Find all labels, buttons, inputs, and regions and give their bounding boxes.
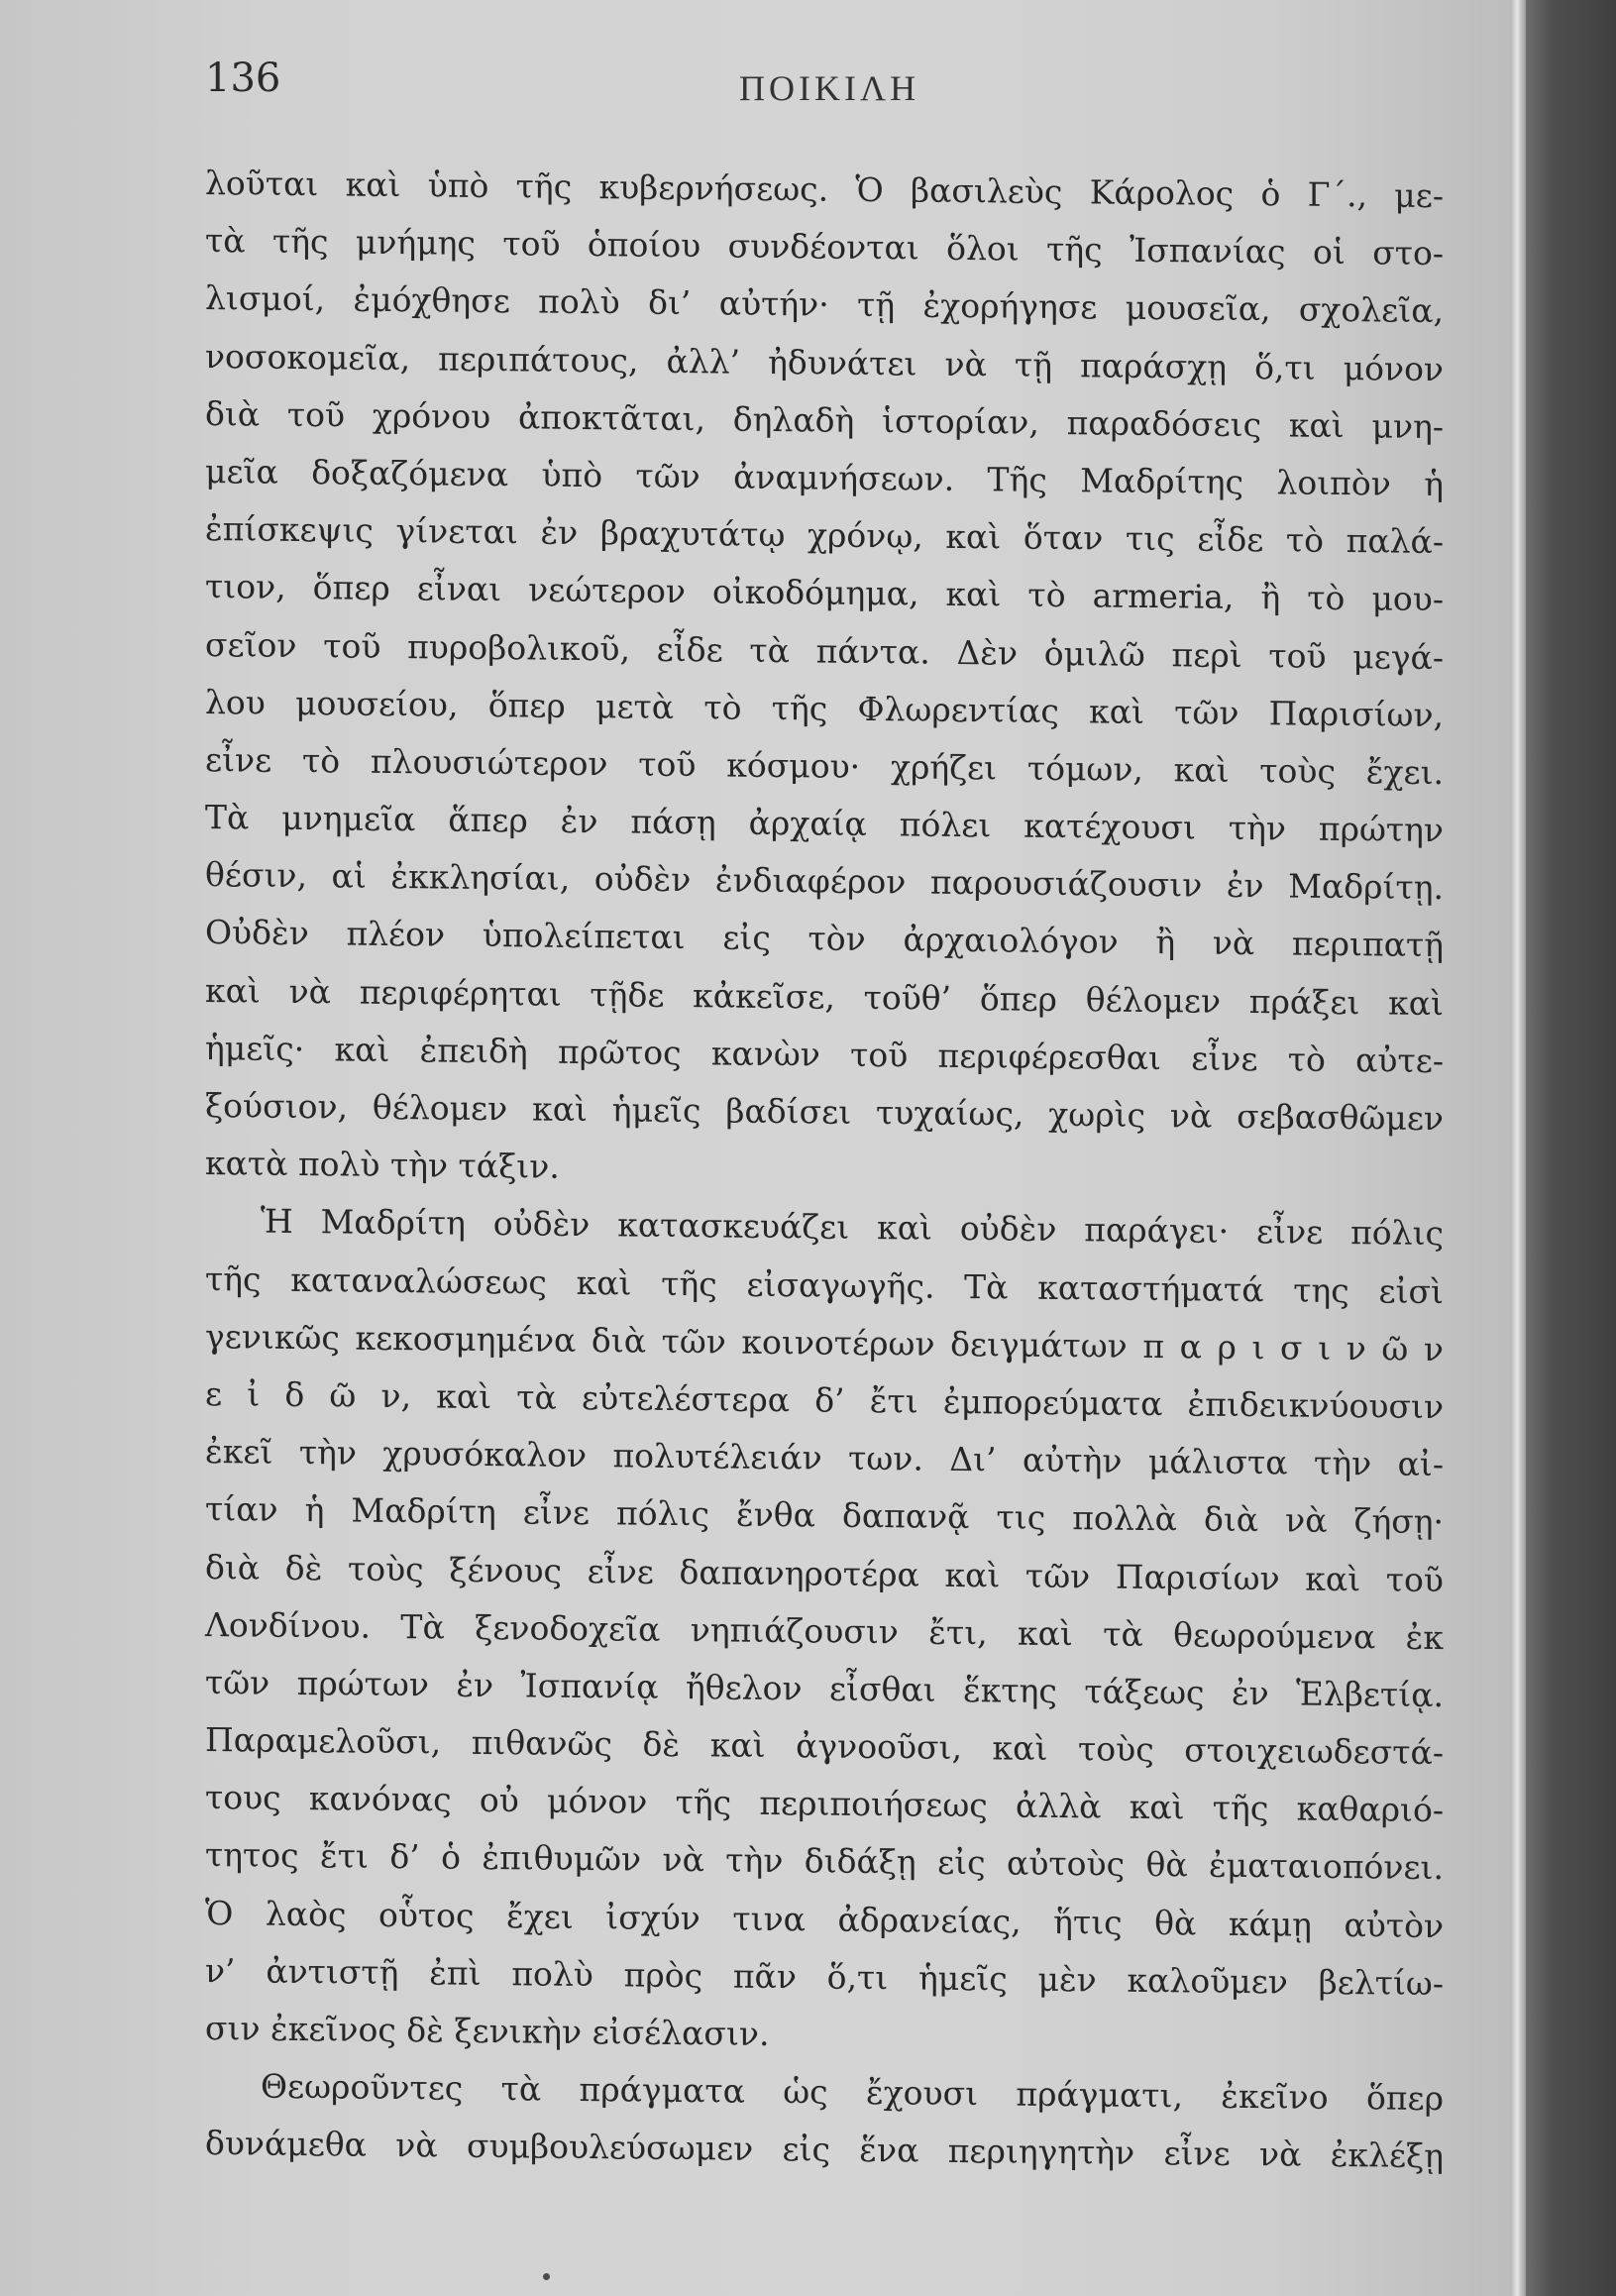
spine-shadow — [1526, 0, 1616, 2296]
paragraph — [205, 2057, 1444, 2185]
text-line: σεῖον τοῦ πυροβολικοῦ, εἶδε τὰ πάντα. Δὲν ὁμιλῶ περὶ τοῦ μεγά- — [205, 624, 1444, 677]
text-line: καὶ νὰ περιφέρηται τῇδε κἀκεῖσε, τοῦθ’ ὅπερ θέλομεν πράξει καὶ — [205, 970, 1444, 1023]
text-line: Λονδίνου. Τὰ ξενοδοχεῖα νηπιάζουσιν ἔτι, καὶ τὰ θεωρούμενα ἐκ — [205, 1604, 1444, 1657]
text-line: ε ἰ δ ῶ ν, καὶ τὰ εὐτελέστερα δ’ ἔτι ἐμπορεύματα ἐπιδεικνύουσιν — [205, 1373, 1444, 1427]
text-line: Παραμελοῦσι, πιθανῶς δὲ καὶ ἀγνοοῦσι, καὶ τοὺς στοιχειωδεστά- — [205, 1720, 1444, 1773]
body-text — [205, 155, 1444, 2186]
text-line: μεῖα δοξαζόμενα ὑπὸ τῶν ἀναμνήσεων. Τῆς Μαδρίτης λοιπὸν ἡ — [205, 451, 1444, 504]
text-line: Ἡ Μαδρίτη οὐδὲν κατασκευάζει καὶ οὐδὲν παράγει· εἶνε πόλις — [261, 1201, 1444, 1254]
running-head: ΠΟΙΚΙΛΗ — [739, 68, 920, 108]
text-line: εἶνε τὸ πλουσιώτερον τοῦ κόσμου· χρήζει τόμων, καὶ τοὺς ἔχει. — [205, 739, 1444, 792]
text-line: θέσιν, αἱ ἐκκλησίαι, οὐδὲν ἐνδιαφέρον παρουσιάζουσιν ἐν Μαδρίτῃ. — [205, 855, 1444, 908]
text-line: ἡμεῖς· καὶ ἐπειδὴ πρῶτος κανὼν τοῦ περιφέρεσθαι εἶνε τὸ αὐτε- — [205, 1028, 1444, 1080]
text-line: ἐπίσκεψις γίνεται ἐν βραχυτάτῳ χρόνῳ, καὶ ὅταν τις εἶδε τὸ παλά- — [205, 509, 1444, 562]
text-line: τιον, ὅπερ εἶναι νεώτερον οἰκοδόμημα, καὶ τὸ armeria, ἢ τὸ μου- — [205, 567, 1444, 619]
text-line: δυνάμεθα νὰ συμβουλεύσωμεν εἰς ἕνα περιηγητὴν εἶνε νὰ ἐκλέξῃ — [205, 2124, 1444, 2176]
text-line: τητος ἔτι δ’ ὁ ἐπιθυμῶν νὰ τὴν διδάξῃ εἰς αὐτοὺς θὰ ἐματαιοπόνει. — [205, 1835, 1444, 1888]
text-line: τῶν πρώτων ἐν Ἰσπανίᾳ ἤθελον εἶσθαι ἕκτης τάξεως ἐν Ἑλβετίᾳ. — [205, 1662, 1444, 1714]
text-line: σιν ἐκεῖνος δὲ ξενικὴν εἰσέλασιν. — [205, 2009, 770, 2053]
text-line: Τὰ μνημεῖα ἅπερ ἐν πάσῃ ἀρχαίᾳ πόλει κατέχουσι τὴν πρώτην — [205, 798, 1444, 850]
text-line: ἐκεῖ τὴν χρυσόκαλον πολυτέλειάν των. Δι’ αὐτὴν μάλιστα τὴν αἰ- — [205, 1432, 1444, 1484]
text-line: κατὰ πολὺ τὴν τάξιν. — [205, 1144, 560, 1186]
text-line: διὰ δὲ τοὺς ξένους εἶνε δαπανηροτέρα καὶ τῶν Παρισίων καὶ τοῦ — [205, 1547, 1444, 1599]
text-line: λισμοί, ἐμόχθησε πολὺ δι’ αὐτήν· τῇ ἐχορήγησε μουσεῖα, σχολεῖα, — [205, 278, 1444, 331]
text-line: νοσοκομεῖα, περιπάτους, ἀλλ’ ἠδυνάτει νὰ τῇ παράσχῃ ὅ,τι μόνον — [205, 336, 1444, 388]
text-line: ν’ ἀντιστῇ ἐπὶ πολὺ πρὸς πᾶν ὅ,τι ἡμεῖς μὲν καλοῦμεν βελτίω- — [205, 1950, 1444, 2003]
text-line: λοῦται καὶ ὑπὸ τῆς κυβερνήσεως. Ὁ βασιλεὺς Κάρολος ὁ Γ΄., με- — [205, 164, 1444, 216]
text-line: τῆς καταναλώσεως καὶ τῆς εἰσαγωγῆς. Τὰ καταστήματά της εἰσὶ — [205, 1258, 1444, 1311]
text-line: διὰ τοῦ χρόνου ἀποκτᾶται, δηλαδὴ ἱστορίαν, παραδόσεις καὶ μνη- — [205, 393, 1444, 446]
paragraph — [205, 1192, 1444, 2070]
text-line: ξούσιον, θέλομεν καὶ ἡμεῖς βαδίσει τυχαίως, χωρὶς νὰ σεβασθῶμεν — [205, 1086, 1444, 1139]
paragraph — [205, 155, 1444, 1205]
text-line: γενικῶς κεκοσμημένα διὰ τῶν κοινοτέρων δειγμάτων π α ρ ι σ ι ν ῶ ν — [205, 1316, 1444, 1368]
text-line: Θεωροῦντες τὰ πράγματα ὡς ἔχουσι πράγματι, ἐκεῖνο ὅπερ — [261, 2066, 1444, 2119]
page-number: 136 — [205, 55, 281, 101]
text-line: Οὐδὲν πλέον ὑπολείπεται εἰς τὸν ἀρχαιολόγον ἢ νὰ περιπατῇ — [205, 913, 1444, 965]
ink-speck — [543, 2273, 550, 2280]
text-line: τὰ τῆς μνήμης τοῦ ὁποίου συνδέονται ὅλοι τῆς Ἰσπανίας οἱ στο- — [205, 221, 1444, 273]
text-line: τίαν ἡ Μαδρίτη εἶνε πόλις ἔνθα δαπανᾷ τις πολλὰ διὰ νὰ ζήσῃ· — [205, 1489, 1444, 1542]
text-line: Ὁ λαὸς οὗτος ἔχει ἰσχύν τινα ἀδρανείας, ἥτις θὰ κάμῃ αὐτὸν — [205, 1893, 1444, 1945]
text-line: τους κανόνας οὐ μόνον τῆς περιποιήσεως ἀλλὰ καὶ τῆς καθαριό- — [205, 1778, 1444, 1830]
page-edge — [1510, 0, 1526, 2296]
text-line: λου μουσείου, ὅπερ μετὰ τὸ τῆς Φλωρεντίας καὶ τῶν Παρισίων, — [205, 682, 1444, 734]
